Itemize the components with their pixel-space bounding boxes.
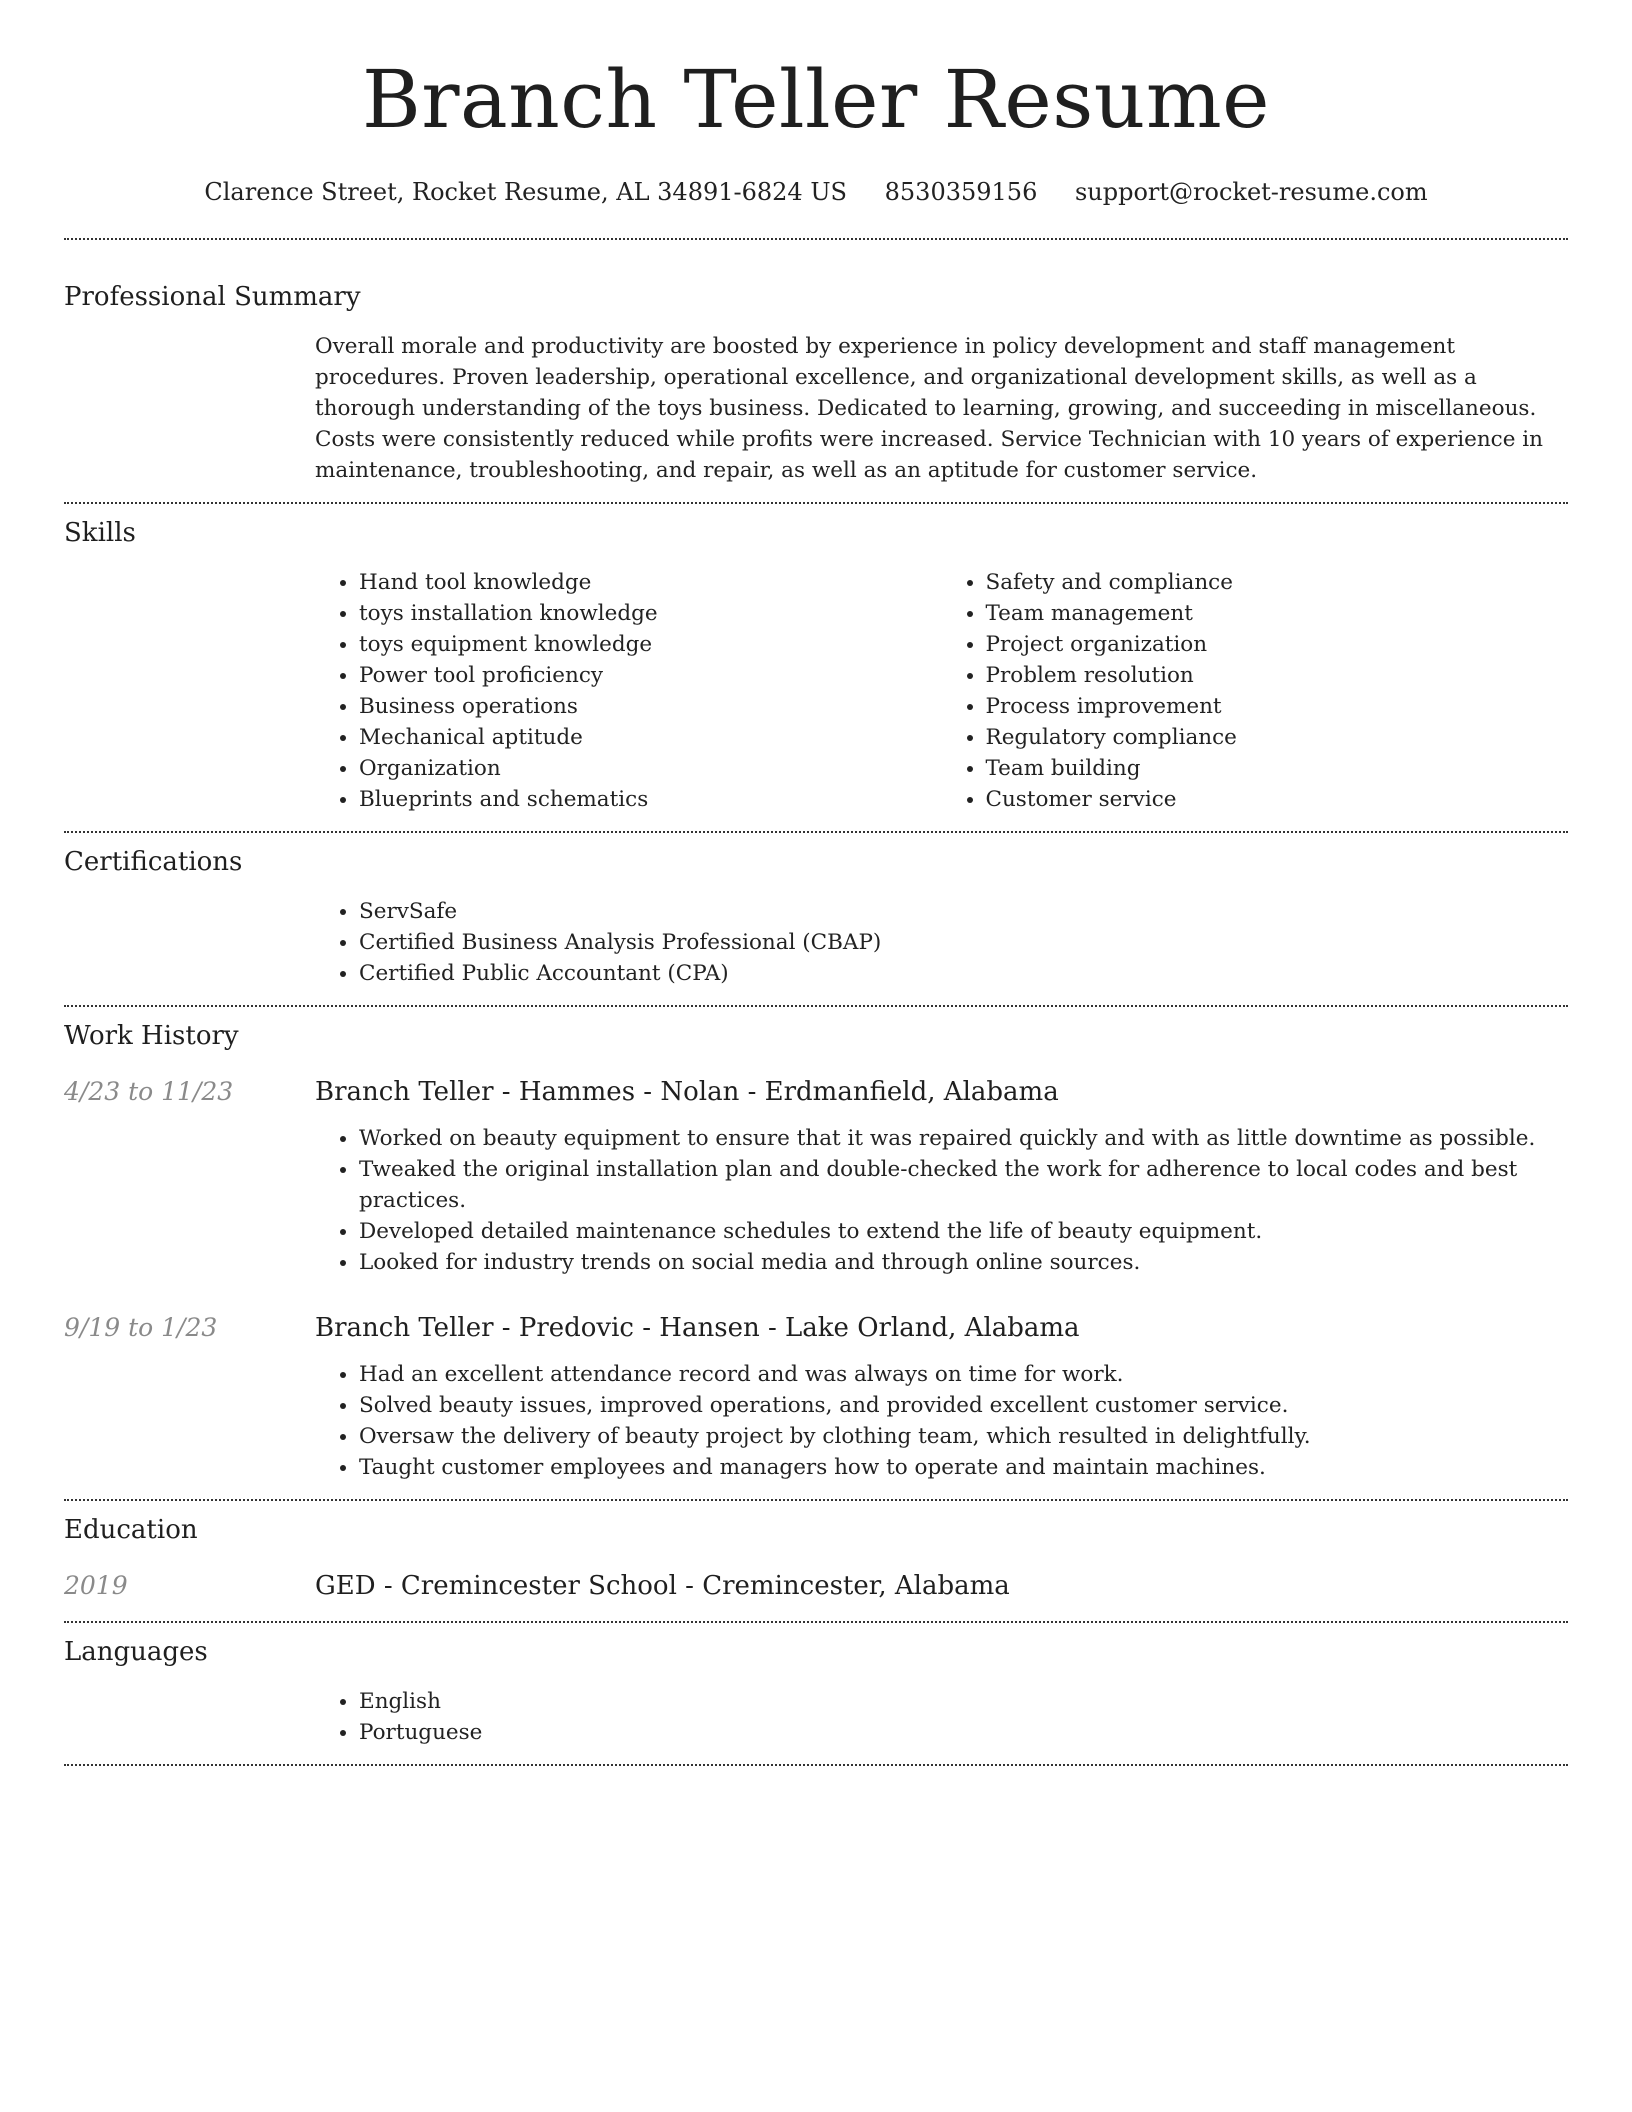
job-dates: 9/19 to 1/23: [64, 1313, 218, 1342]
skills-list-right: [942, 567, 1569, 815]
job-bullet: • Developed detailed maintenance schedules to extend the life of beauty equipment.: [359, 1216, 1568, 1247]
skill-item: • Customer service: [986, 784, 1569, 815]
skills-list-left: [315, 567, 942, 815]
job-bullet: • Solved beauty issues, improved operations, and provided excellent customer service.: [359, 1390, 1568, 1421]
education-title: GED - Cremincester School - Cremincester, Alabama: [315, 1571, 1010, 1601]
contact-line: [64, 174, 1568, 210]
job-bullet: • Oversaw the delivery of beauty project by clothing team, which resulted in delightfully.: [359, 1421, 1568, 1452]
education-entry: [64, 1569, 1568, 1603]
job-bullets: [315, 1123, 1568, 1278]
summary-content: [315, 331, 1568, 486]
skill-item: • Organization: [359, 753, 942, 784]
section-skills: [64, 504, 1568, 831]
skill-item: • Project organization: [986, 629, 1569, 660]
skill-item: • Hand tool knowledge: [359, 567, 942, 598]
skill-item: • Power tool proficiency: [359, 660, 942, 691]
job-dates: 4/23 to 11/23: [64, 1077, 234, 1106]
job-bullet-list: [315, 1359, 1568, 1483]
contact-email: support@rocket-resume.com: [1074, 178, 1428, 206]
job-bullet: • Looked for industry trends on social media and through online sources.: [359, 1247, 1568, 1278]
job-title: Branch Teller - Predovic - Hansen - Lake Orland, Alabama: [315, 1313, 1080, 1343]
skill-item: • Process improvement: [986, 691, 1569, 722]
skill-item: • toys installation knowledge: [359, 598, 942, 629]
skill-item: • Business operations: [359, 691, 942, 722]
certification-item: • ServSafe: [359, 896, 1568, 927]
job-bullets: [315, 1359, 1568, 1483]
section-heading-work-history: Work History: [64, 1021, 239, 1051]
section-heading-education: Education: [64, 1515, 198, 1545]
job-header: [64, 1311, 1568, 1345]
job-bullet: • Taught customer employees and managers how to operate and maintain machines.: [359, 1452, 1568, 1483]
language-item: • Portuguese: [359, 1717, 1568, 1748]
skills-content: [315, 567, 1568, 815]
contact-phone: 8530359156: [884, 178, 1038, 206]
section-heading-skills: Skills: [64, 518, 136, 548]
skill-item: • Mechanical aptitude: [359, 722, 942, 753]
job-entry: [64, 1075, 1568, 1278]
job-bullet-list: [315, 1123, 1568, 1278]
summary-text: Overall morale and productivity are boosted by experience in policy development and staff management procedures. Proven leadership, operational excellence, and organizational development skills, as well as a thorough understanding of the toys business. Dedicated to learning, growing, and succeeding in miscellaneous. Costs were consistently reduced while profits were increased. Service Technician with 10 years of experience in maintenance, troubleshooting, and repair, as well as an aptitude for customer service.: [315, 334, 1543, 483]
section-heading-summary: Professional Summary: [64, 282, 361, 312]
certifications-content: [315, 896, 1568, 989]
certifications-list: [315, 896, 1568, 989]
languages-list: [315, 1686, 1568, 1748]
section-languages: [64, 1623, 1568, 1764]
section-certifications: [64, 833, 1568, 1005]
certification-item: • Certified Public Accountant (CPA): [359, 958, 1568, 989]
job-header: [64, 1075, 1568, 1109]
section-heading-certifications: Certifications: [64, 847, 243, 877]
job-bullet: • Tweaked the original installation plan and double-checked the work for adherence to local codes and best practices.: [359, 1154, 1568, 1216]
skill-item: • Regulatory compliance: [986, 722, 1569, 753]
skill-item: • Blueprints and schematics: [359, 784, 942, 815]
certification-item: • Certified Business Analysis Professional (CBAP): [359, 927, 1568, 958]
job-bullet: • Had an excellent attendance record and was always on time for work.: [359, 1359, 1568, 1390]
skill-item: • Team building: [986, 753, 1569, 784]
contact-address: Clarence Street, Rocket Resume, AL 34891-6824 US: [204, 178, 847, 206]
skill-item: • Safety and compliance: [986, 567, 1569, 598]
skill-item: • toys equipment knowledge: [359, 629, 942, 660]
education-year: 2019: [64, 1571, 128, 1600]
job-title: Branch Teller - Hammes - Nolan - Erdmanfield, Alabama: [315, 1077, 1059, 1107]
resume-title: Branch Teller Resume: [361, 53, 1271, 146]
section-education: [64, 1501, 1568, 1621]
language-item: • English: [359, 1686, 1568, 1717]
skill-item: • Team management: [986, 598, 1569, 629]
languages-content: [315, 1686, 1568, 1748]
job-bullet: • Worked on beauty equipment to ensure that it was repaired quickly and with as little downtime as possible.: [359, 1123, 1568, 1154]
skill-item: • Problem resolution: [986, 660, 1569, 691]
job-entry: [64, 1311, 1568, 1483]
section-summary: [64, 240, 1568, 502]
section-heading-languages: Languages: [64, 1637, 208, 1667]
divider: [64, 1764, 1568, 1766]
section-work-history: [64, 1007, 1568, 1499]
